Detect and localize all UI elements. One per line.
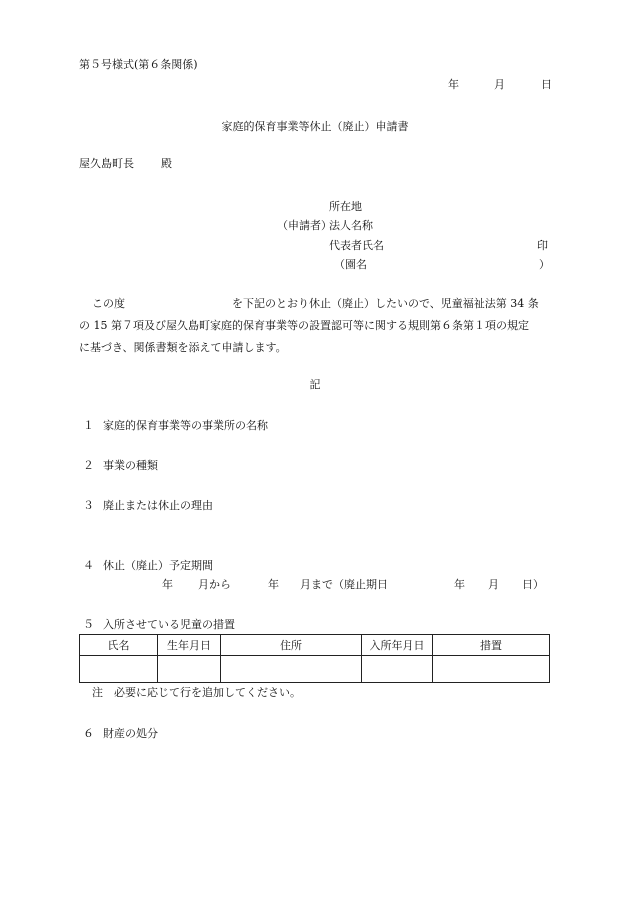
cell-measure[interactable] (433, 656, 550, 683)
body-line1-rest: を下記のとおり休止（廃止）したいので、児童福祉法第 34 条 (232, 297, 539, 310)
form-number: 第５号様式(第６条関係) (79, 58, 198, 71)
garden-name-open: （園名 (334, 258, 367, 271)
table-header-row (80, 635, 550, 656)
section4-label: 休止（廃止）予定期間 (103, 559, 213, 572)
date-month: 月 (494, 78, 505, 91)
header-name: 氏名 (80, 635, 158, 656)
date-day: 日 (541, 78, 552, 91)
address-label: 所在地 (329, 200, 362, 213)
header-birthdate: 生年月日 (158, 635, 221, 656)
header-address: 住所 (221, 635, 362, 656)
section1-label: 家庭的保育事業等の事業所の名称 (103, 419, 268, 432)
section2-label: 事業の種類 (103, 459, 158, 472)
seal-label: 印 (537, 239, 548, 252)
body-line2: の 15 第７項及び屋久島町家庭的保育事業等の設置認可等に関する規則第６条第１項の規定 (79, 319, 529, 332)
section5-label: 入所させている児童の措置 (103, 618, 235, 631)
section3-label: 廃止または休止の理由 (103, 499, 213, 512)
section6-number: ６ (83, 727, 94, 740)
body-line3: に基づき、関係書類を添えて申請します。 (79, 341, 287, 354)
applicant-tag: （申請者） (277, 219, 332, 232)
section6-label: 財産の処分 (103, 727, 158, 740)
garden-name-close: ） (539, 258, 550, 271)
cell-address[interactable] (221, 656, 362, 683)
section1-number: １ (83, 419, 94, 432)
period-end-month: 月まで（廃止期日 (300, 578, 388, 591)
header-admission-date: 入所年月日 (362, 635, 433, 656)
cell-admission-date[interactable] (362, 656, 433, 683)
abolish-month: 月 (488, 578, 499, 591)
addressee-honorific: 殿 (161, 157, 172, 170)
date-year: 年 (448, 78, 459, 91)
section4-number: ４ (83, 559, 94, 572)
table-row (80, 656, 550, 683)
period-start-month: 月から (198, 578, 231, 591)
period-start-year: 年 (162, 578, 173, 591)
period-end-year: 年 (268, 578, 279, 591)
body-line1-start: この度 (92, 297, 125, 310)
cell-name[interactable] (80, 656, 158, 683)
document-title: 家庭的保育事業等休止（廃止）申請書 (221, 120, 409, 133)
table-note: 注 必要に応じて行を追加してください。 (92, 686, 301, 699)
header-measure: 措置 (433, 635, 550, 656)
section5-number: ５ (83, 618, 94, 631)
addressee-name: 屋久島町長 (79, 157, 134, 170)
ki-heading: 記 (309, 378, 321, 391)
cell-birthdate[interactable] (158, 656, 221, 683)
section2-number: ２ (83, 459, 94, 472)
abolish-year: 年 (454, 578, 465, 591)
corp-name-label: 法人名称 (329, 219, 373, 232)
abolish-day: 日） (522, 578, 544, 591)
children-table (79, 634, 550, 683)
section3-number: ３ (83, 499, 94, 512)
representative-label: 代表者氏名 (329, 239, 384, 252)
